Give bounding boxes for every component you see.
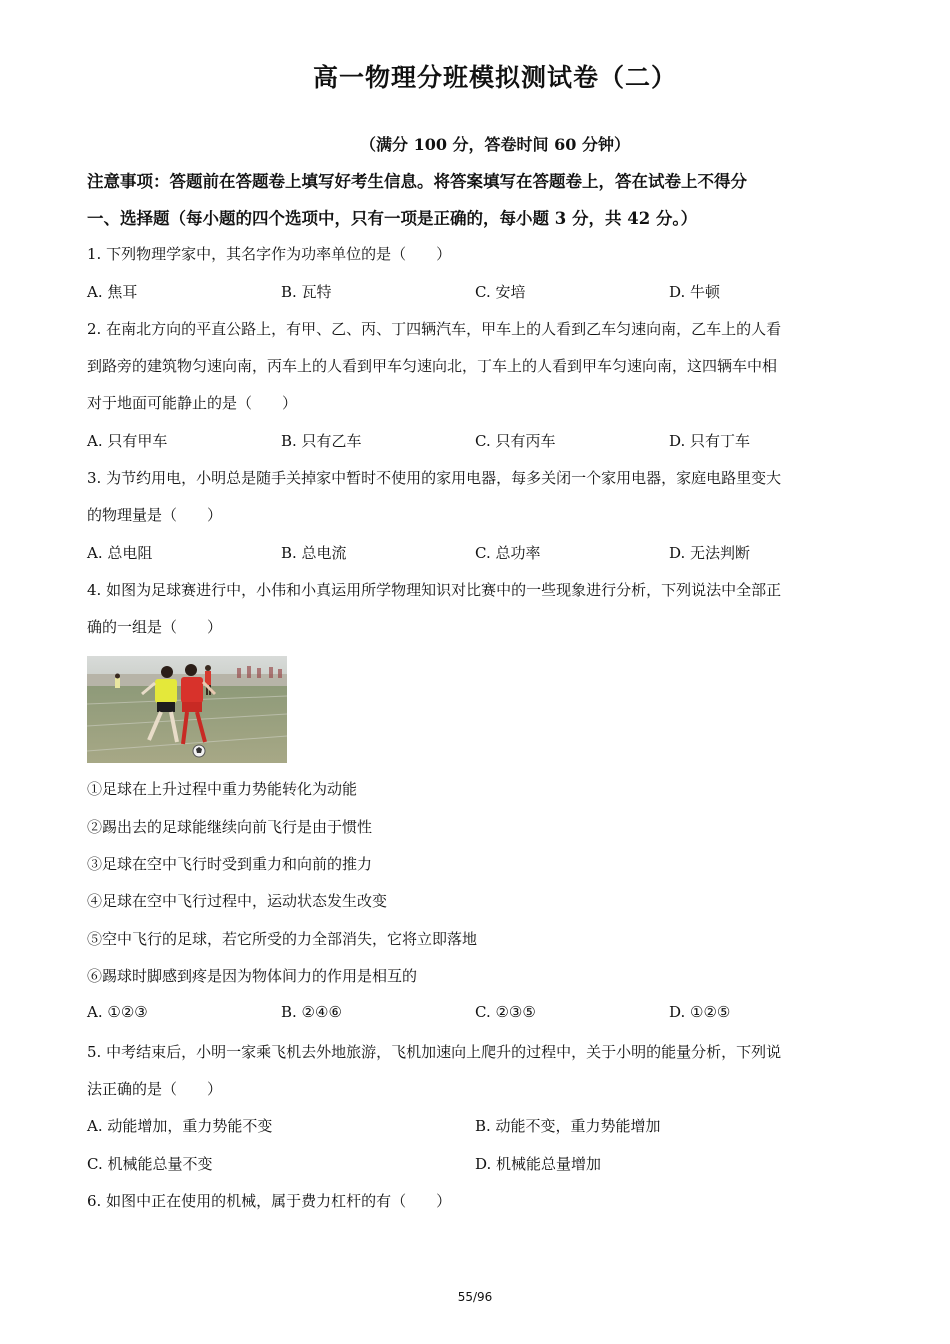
question-5-line: 法正确的是（ ） — [87, 1080, 223, 1098]
question-4-line: 4. 如图为足球赛进行中，小伟和小真运用所学物理知识对比赛中的一些现象进行分析，下列说法中全部正 — [87, 581, 782, 599]
q4-option-a: A. ①②③ — [87, 1003, 148, 1021]
q5-option-c: C. 机械能总量不变 — [87, 1155, 213, 1173]
q2-option-a: A. 只有甲车 — [87, 432, 168, 450]
question-4-line: 确的一组是（ ） — [87, 618, 223, 636]
q4-option-d: D. ①②⑤ — [669, 1003, 731, 1021]
page-number: 55/96 — [457, 1290, 493, 1304]
exam-info: （满分 100 分，答卷时间 60 分钟） — [360, 135, 630, 154]
q2-option-d: D. 只有丁车 — [669, 432, 751, 450]
q4-option-b: B. ②④⑥ — [281, 1003, 342, 1021]
statement-1: ①足球在上升过程中重力势能转化为动能 — [87, 780, 358, 798]
statement-5: ⑤空中飞行的足球，若它所受的力全部消失，它将立即落地 — [87, 930, 478, 948]
question-3-line: 3. 为节约用电，小明总是随手关掉家中暂时不使用的家用电器，每多关闭一个家用电器，家庭电路里变大 — [87, 469, 782, 487]
question-2-line: 2. 在南北方向的平直公路上，有甲、乙、丙、丁四辆汽车，甲车上的人看到乙车匀速向南，乙车上的人看 — [87, 320, 782, 338]
q5-option-a: A. 动能增加，重力势能不变 — [87, 1117, 273, 1135]
q4-option-c: C. ②③⑤ — [475, 1003, 536, 1021]
section-heading: 一、选择题（每小题的四个选项中，只有一项是正确的，每小题 3 分，共 42 分。） — [87, 209, 698, 228]
page-title: 高一物理分班模拟测试卷（二） — [312, 63, 677, 92]
statement-3: ③足球在空中飞行时受到重力和向前的推力 — [87, 855, 373, 873]
q1-option-c: C. 安培 — [475, 283, 526, 301]
statement-2: ②踢出去的足球能继续向前飞行是由于惯性 — [87, 818, 373, 836]
football-match-photo — [87, 656, 287, 763]
q3-option-b: B. 总电流 — [281, 544, 347, 562]
question-3-line: 的物理量是（ ） — [87, 506, 223, 524]
question-2-line: 对于地面可能静止的是（ ） — [87, 394, 298, 412]
question-1-stem: 1. 下列物理学家中，其名字作为功率单位的是（ ） — [87, 245, 452, 263]
q3-option-a: A. 总电阻 — [87, 544, 153, 562]
statement-4: ④足球在空中飞行过程中，运动状态发生改变 — [87, 892, 388, 910]
question-5-line: 5. 中考结束后，小明一家乘飞机去外地旅游，飞机加速向上爬升的过程中，关于小明的能量分析，下列说 — [87, 1043, 782, 1061]
question-6-stem: 6. 如图中正在使用的机械，属于费力杠杆的有（ ） — [87, 1192, 452, 1210]
q2-option-c: C. 只有丙车 — [475, 432, 556, 450]
question-2-line: 到路旁的建筑物匀速向南，丙车上的人看到甲车匀速向北，丁车上的人看到甲车匀速向南，这四辆车中相 — [87, 357, 778, 375]
q5-option-d: D. 机械能总量增加 — [475, 1155, 602, 1173]
q1-option-b: B. 瓦特 — [281, 283, 332, 301]
q5-option-b: B. 动能不变，重力势能增加 — [475, 1117, 661, 1135]
q3-option-d: D. 无法判断 — [669, 544, 751, 562]
notice: 注意事项：答题前在答题卷上填写好考生信息。将答案填写在答题卷上，答在试卷上不得分 — [87, 172, 747, 191]
q1-option-d: D. 牛顿 — [669, 283, 721, 301]
q2-option-b: B. 只有乙车 — [281, 432, 362, 450]
q3-option-c: C. 总功率 — [475, 544, 541, 562]
q1-option-a: A. 焦耳 — [87, 283, 138, 301]
statement-6: ⑥踢球时脚感到疼是因为物体间力的作用是相互的 — [87, 967, 418, 985]
